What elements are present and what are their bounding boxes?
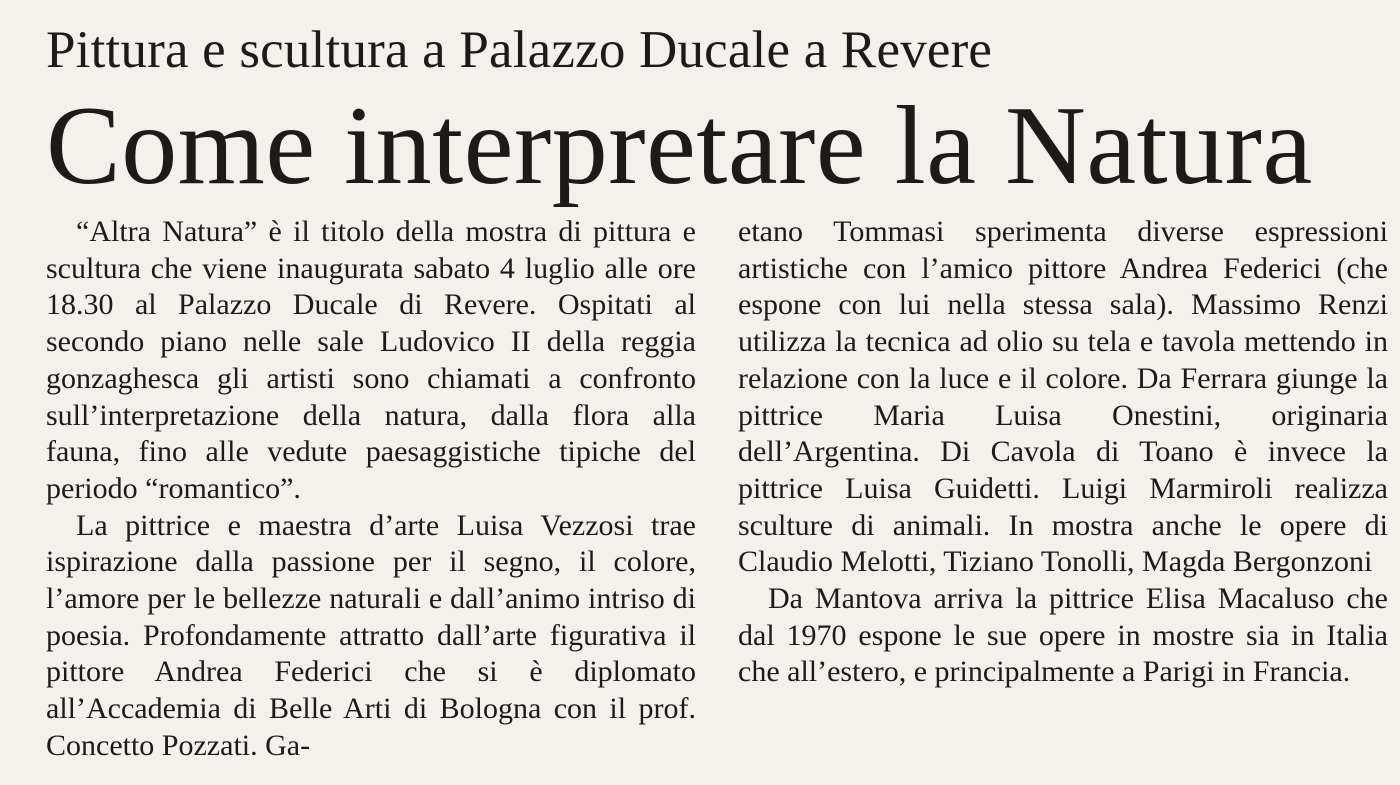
- article-paragraph: “Altra Natura” è il titolo della mostra di pittura e scultura che viene inaugurata sabato 4 luglio alle ore 18.30 al Palazzo Ducale di Revere. Ospitati al secondo piano nelle sale Ludovico II della reggia gonzaghesca gli artisti sono chiamati a confronto sull’interpretazione della natura, dalla flora alla fauna, fino alle vedute paesaggistiche tipiche del periodo “romantico”.: [46, 215, 696, 505]
- article-column-right: [738, 214, 1388, 691]
- article-paragraph-continued: etano Tommasi sperimenta diverse espressioni artistiche con l’amico pittore Andrea Federici (che espone con lui nella stessa sala). Massimo Renzi utilizza la tecnica ad olio su tela e tavola mettendo in relazione con la luce e il colore. Da Ferrara giunge la pittrice Maria Luisa Onestini, originaria dell’Argentina. Di Cavola di Toano è invece la pittrice Luisa Guidetti. Luigi Marmiroli realizza sculture di animali. In mostra anche le opere di Claudio Melotti, Tiziano Tonolli, Magda Bergonzoni: [738, 215, 1388, 579]
- article-paragraph: La pittrice e maestra d’arte Luisa Vezzosi trae ispirazione dalla passione per il segno, il colore, l’amore per le bellezze naturali e dall’animo intriso di poesia. Profondamente attratto dall’arte figurativa il pittore Andrea Federici che si è diplomato all’Accademia di Belle Arti di Bologna con il prof. Concetto Pozzati. Ga-: [46, 508, 696, 762]
- article-column-left: [46, 214, 696, 765]
- article-paragraph: Da Mantova arriva la pittrice Elisa Macaluso che dal 1970 espone le sue opere in mostre sia in Italia che all’estero, e principalmente a Parigi in Francia.: [738, 582, 1388, 689]
- article-kicker: Pittura e scultura a Palazzo Ducale a Revere: [46, 21, 993, 79]
- article-headline: Come interpretare la Natura: [46, 84, 1313, 208]
